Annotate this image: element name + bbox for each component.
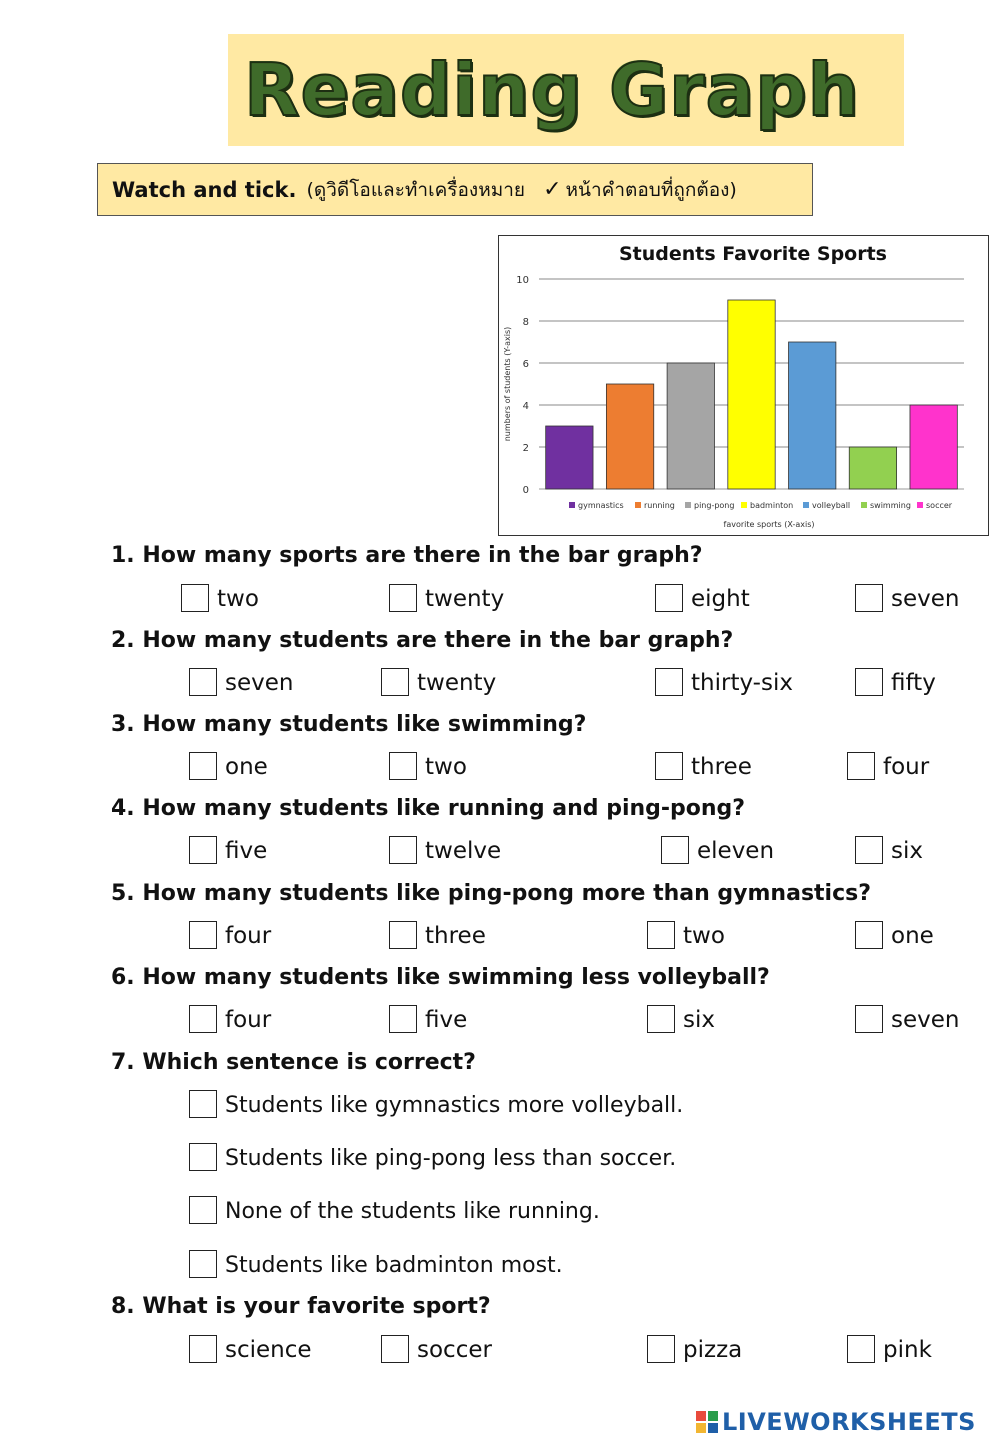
q6-option-1[interactable]: four — [189, 1005, 271, 1033]
checkbox[interactable] — [855, 1005, 883, 1033]
checkbox[interactable] — [189, 836, 217, 864]
checkbox[interactable] — [189, 921, 217, 949]
checkbox[interactable] — [655, 752, 683, 780]
checkbox[interactable] — [189, 1143, 217, 1171]
y-tick-label: 8 — [522, 317, 529, 328]
y-tick-label: 0 — [522, 485, 529, 496]
checkbox[interactable] — [189, 1005, 217, 1033]
chart-title: Students Favorite Sports — [618, 243, 888, 265]
bar-running — [606, 384, 653, 489]
checkbox[interactable] — [855, 921, 883, 949]
checkbox[interactable] — [389, 584, 417, 612]
q5-option-2[interactable]: three — [389, 921, 486, 949]
checkbox[interactable] — [389, 921, 417, 949]
title-banner — [228, 34, 904, 146]
checkbox[interactable] — [647, 1335, 675, 1363]
chart-svg — [499, 236, 987, 534]
legend-swatch-swimming — [861, 502, 867, 508]
legend-swatch-running — [635, 502, 641, 508]
q4-option-2[interactable]: twelve — [389, 836, 501, 864]
instruction-bold: Watch and tick. — [112, 177, 297, 202]
checkbox[interactable] — [381, 668, 409, 696]
q6-option-3[interactable]: six — [647, 1005, 715, 1033]
question-5: 5. How many students like ping-pong more than gymnastics? — [111, 881, 871, 906]
logo-icon — [696, 1411, 718, 1433]
checkbox[interactable] — [181, 584, 209, 612]
legend-swatch-volleyball — [803, 502, 809, 508]
q8-option-3[interactable]: pizza — [647, 1335, 742, 1363]
checkbox[interactable] — [389, 836, 417, 864]
q8-option-4[interactable]: pink — [847, 1335, 932, 1363]
legend-label-swimming: swimming — [870, 501, 911, 510]
q4-option-4[interactable]: six — [855, 836, 923, 864]
checkbox[interactable] — [189, 668, 217, 696]
q2-option-4[interactable]: fifty — [855, 668, 936, 696]
question-4: 4. How many students like running and ping-pong? — [111, 796, 746, 821]
y-tick-label: 6 — [522, 359, 529, 370]
q7-option-1[interactable]: Students like gymnastics more volleyball. — [189, 1090, 683, 1118]
q3-option-2[interactable]: two — [389, 752, 467, 780]
checkbox[interactable] — [647, 921, 675, 949]
checkbox[interactable] — [189, 1090, 217, 1118]
q6-option-2[interactable]: five — [389, 1005, 467, 1033]
y-tick-label: 10 — [516, 275, 529, 286]
legend-label-volleyball: volleyball — [812, 501, 851, 510]
legend-swatch-badminton — [741, 502, 747, 508]
y-axis-label: numbers of students (Y-axis) — [503, 326, 512, 442]
checkbox[interactable] — [389, 752, 417, 780]
legend-label-badminton: badminton — [750, 501, 794, 510]
bar-soccer — [910, 405, 957, 489]
liveworksheets-logo — [696, 1408, 976, 1436]
checkbox[interactable] — [655, 584, 683, 612]
q8-option-1[interactable]: science — [189, 1335, 312, 1363]
checkbox[interactable] — [189, 752, 217, 780]
q7-option-4[interactable]: Students like badminton most. — [189, 1250, 563, 1278]
instruction-box — [97, 163, 813, 216]
checkbox[interactable] — [381, 1335, 409, 1363]
page-title: Reading Graph — [244, 48, 860, 132]
logo-text: LIVEWORKSHEETS — [722, 1408, 976, 1436]
q5-option-1[interactable]: four — [189, 921, 271, 949]
legend-label-running: running — [644, 501, 675, 510]
bar-badminton — [728, 300, 775, 489]
q5-option-4[interactable]: one — [855, 921, 934, 949]
bar-gymnastics — [546, 426, 593, 489]
q3-option-4[interactable]: four — [847, 752, 929, 780]
checkbox[interactable] — [189, 1250, 217, 1278]
checkbox[interactable] — [189, 1196, 217, 1224]
question-6: 6. How many students like swimming less volleyball? — [111, 965, 770, 990]
question-8: 8. What is your favorite sport? — [111, 1294, 491, 1319]
legend-swatch-gymnastics — [569, 502, 575, 508]
q7-option-3[interactable]: None of the students like running. — [189, 1196, 600, 1224]
instruction-thai-a: (ดูวิดีโอและทำเครื่องหมาย — [306, 178, 526, 201]
bar-swimming — [849, 447, 896, 489]
checkbox[interactable] — [661, 836, 689, 864]
y-tick-label: 4 — [522, 401, 529, 412]
q7-option-2[interactable]: Students like ping-pong less than soccer. — [189, 1143, 676, 1171]
question-7: 7. Which sentence is correct? — [111, 1050, 476, 1075]
checkbox[interactable] — [855, 584, 883, 612]
q1-option-2[interactable]: twenty — [389, 584, 504, 612]
tick-icon: ✓ — [543, 177, 562, 202]
instruction-thai-b: หน้าคำตอบที่ถูกต้อง) — [565, 178, 737, 201]
q6-option-4[interactable]: seven — [855, 1005, 959, 1033]
question-1: 1. How many sports are there in the bar graph? — [111, 543, 703, 568]
legend-label-soccer: soccer — [926, 501, 953, 510]
checkbox[interactable] — [855, 668, 883, 696]
bar-volleyball — [789, 342, 836, 489]
bar-chart — [498, 235, 989, 536]
checkbox[interactable] — [389, 1005, 417, 1033]
q2-option-2[interactable]: twenty — [381, 668, 496, 696]
q2-option-1[interactable]: seven — [189, 668, 293, 696]
bar-ping-pong — [667, 363, 714, 489]
q4-option-3[interactable]: eleven — [661, 836, 774, 864]
q4-option-1[interactable]: five — [189, 836, 267, 864]
q5-option-3[interactable]: two — [647, 921, 725, 949]
q1-option-1[interactable]: two — [181, 584, 259, 612]
checkbox[interactable] — [655, 668, 683, 696]
q1-option-4[interactable]: seven — [855, 584, 959, 612]
q8-option-2[interactable]: soccer — [381, 1335, 492, 1363]
question-2: 2. How many students are there in the bar graph? — [111, 628, 734, 653]
checkbox[interactable] — [855, 836, 883, 864]
q1-option-3[interactable]: eight — [655, 584, 750, 612]
checkbox[interactable] — [847, 1335, 875, 1363]
checkbox[interactable] — [189, 1335, 217, 1363]
question-3: 3. How many students like swimming? — [111, 712, 587, 737]
legend-label-ping-pong: ping-pong — [694, 501, 735, 510]
checkbox[interactable] — [847, 752, 875, 780]
q2-option-3[interactable]: thirty-six — [655, 668, 793, 696]
x-axis-label: favorite sports (X-axis) — [723, 520, 815, 529]
legend-swatch-soccer — [917, 502, 923, 508]
q3-option-3[interactable]: three — [655, 752, 752, 780]
legend-label-gymnastics: gymnastics — [578, 501, 624, 510]
legend-swatch-ping-pong — [685, 502, 691, 508]
y-tick-label: 2 — [522, 443, 529, 454]
q3-option-1[interactable]: one — [189, 752, 268, 780]
checkbox[interactable] — [647, 1005, 675, 1033]
